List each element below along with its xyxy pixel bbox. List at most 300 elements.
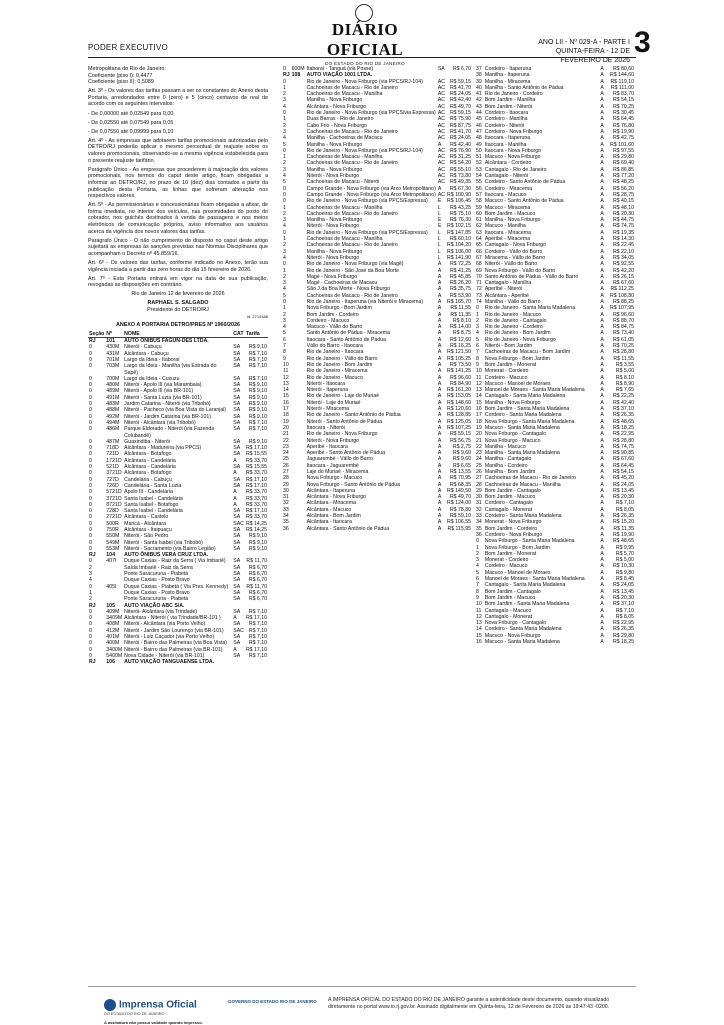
- cell-number: 430M: [106, 344, 120, 351]
- cell-name: Niterói - Itaperuna: [306, 387, 349, 394]
- cell-name: Bom Jardim - Niterói: [484, 103, 533, 110]
- cell-name: Niterói - Santa Isabel (via Tribobó): [124, 539, 203, 546]
- cell-name: Bom Jardim - Macuco: [484, 594, 536, 601]
- edition-number: ANO LII - Nº 029-A - PARTE I: [538, 39, 630, 46]
- cell-tariff: R$ 9,10: [248, 413, 267, 420]
- cell-cat: A: [437, 437, 442, 444]
- cell-number: 409M: [106, 608, 120, 615]
- cell-name: Bom Jardim - Cordeiro: [484, 525, 538, 532]
- cell-name: Manilha - Bom Jardim: [484, 469, 536, 475]
- cell-cat: L: [437, 204, 441, 211]
- cell-name: Macuco - Miracema: [484, 204, 531, 211]
- cell-section: 31: [283, 494, 289, 501]
- cell-section: 12: [476, 380, 482, 387]
- cell-name: Parque Eldorado - Niterói (via Fazenda Colubandê): [124, 426, 215, 439]
- cell-cat: A: [600, 179, 604, 186]
- cell-section: 2: [476, 317, 479, 324]
- cell-section: 0: [89, 375, 92, 382]
- cell-number: 489M: [106, 388, 120, 395]
- cell-name: Niterói - Miracema: [306, 406, 349, 413]
- cell-tariff: R$ 59,15: [449, 78, 471, 85]
- cell-tariff: R$ 55,10: [449, 166, 471, 173]
- cell-tariff: R$ 20,30: [612, 494, 634, 501]
- cell-tariff: R$ 11,35: [613, 525, 634, 532]
- cell-cat: A: [600, 393, 604, 400]
- cell-number: 3721D: [106, 470, 122, 477]
- cell-name: Nova Friburgo - Cantagalo: [484, 431, 546, 438]
- cell-cat: A: [600, 280, 604, 287]
- cell-cat: A: [437, 506, 442, 513]
- cell-name: Cordeiro - Vállo do Barro: [484, 248, 543, 255]
- cell-tariff: R$ 7,10: [248, 640, 267, 647]
- cell-tariff: R$ 106,55: [447, 519, 471, 526]
- cell-cat: L: [437, 254, 441, 261]
- cell-tariff: R$ 9,10: [248, 545, 267, 552]
- cell-tariff: R$ 59,15: [449, 110, 471, 117]
- cell-name: Alcântara - Botafogo: [124, 470, 172, 477]
- cell-section: 71: [476, 280, 482, 287]
- cell-tariff: R$ 72,25: [449, 261, 471, 268]
- cell-name: Alcântara - Itaipuaçu: [124, 526, 172, 533]
- cell-name: Nova Friburgo - Macuco: [306, 475, 363, 482]
- cell-section: 4: [476, 330, 479, 337]
- cell-number: 431M: [106, 350, 120, 357]
- cell-section: 2: [283, 210, 286, 217]
- cell-cat: A: [437, 412, 442, 419]
- cell-name: Alcântara - Miracema: [306, 500, 356, 507]
- cell-name: Alcântara - Itaperuna: [306, 487, 356, 494]
- cell-cat: AC: [437, 179, 446, 186]
- cell-name: Bom Jardim - Cordeiro: [306, 311, 359, 318]
- cell-name: Alcântara - Madureira (via PPCS): [124, 445, 202, 452]
- cell-section: 0: [89, 640, 92, 647]
- cell-tariff: [245, 338, 268, 345]
- cell-tariff: R$ 6,70: [248, 596, 267, 603]
- cell-section: 32: [476, 506, 482, 513]
- cell-tariff: R$ 147,85: [447, 229, 471, 236]
- cell-section: 53: [476, 166, 482, 173]
- cell-cat: L: [437, 242, 441, 249]
- cell-cat: A: [437, 469, 442, 475]
- cell-tariff: R$ 7,10: [248, 426, 267, 433]
- cell-section: 3: [283, 317, 286, 324]
- cell-name: Cantagalo - Monerat: [484, 506, 533, 513]
- cell-cat: A: [600, 110, 604, 117]
- cell-tariff: R$ 49,70: [449, 494, 471, 501]
- cell-tariff: R$ 8,10: [452, 317, 471, 324]
- cell-tariff: R$ 7,10: [248, 652, 267, 659]
- cell-section: 2: [283, 242, 286, 249]
- cell-cat: SAC: [233, 520, 244, 527]
- cell-section: 4: [283, 324, 286, 331]
- cell-tariff: R$ 9,80: [615, 569, 634, 576]
- cell-name: Niterói- Alcântara (via Trindade): [124, 608, 198, 615]
- cell-cat: A: [600, 481, 604, 488]
- table-row: [88, 426, 268, 439]
- cell-section: 0: [89, 558, 92, 565]
- cell-name: Aperibé - Miracema: [484, 236, 531, 243]
- cell-section: 0: [89, 520, 92, 527]
- cell-cat: A: [600, 91, 604, 98]
- cell-section: 8: [476, 355, 479, 362]
- cell-tariff: R$ 76,80: [612, 122, 634, 129]
- paragraph-4: Parágrafo Único - As empresas que procederem à majoração dos valores promocionais, nos termos do caput deste artigo, ficam obrigadas a informar ao DETRO/RJ, no prazo de 10 (dez) dias contados a partir da publicação desta Portaria, as linhas que sofreram alteração nos respectivos valores.: [88, 166, 268, 200]
- cell-section: 18: [476, 418, 482, 425]
- cell-tariff: R$ 54,20: [449, 160, 471, 167]
- cell-section: 23: [476, 450, 482, 457]
- cell-section: 2: [89, 596, 92, 603]
- cell-tariff: R$ 22,25: [612, 393, 634, 400]
- cell-cat: A: [600, 317, 604, 324]
- cell-section: 0: [89, 482, 92, 489]
- cell-cat: AC: [437, 160, 446, 167]
- cell-tariff: R$ 119,10: [610, 78, 634, 85]
- cell-name: Duas Barras - Rio de Janeiro: [306, 116, 374, 123]
- cell-section: 7: [476, 582, 479, 589]
- cell-tariff: R$ 5,00: [615, 368, 634, 375]
- cell-section: 9: [476, 361, 479, 368]
- authenticity-note: A IMPRENSA OFICIAL DO ESTADO DO RIO DE JANEIRO garante a autenticidade deste documento, quando visualizado diretamente no portal www.io.rj.gov.br. Assinado digitalmente em Quinta-feira, 12 de Fevereiro de 2026 às 19:47:43 -0200.: [328, 997, 610, 1010]
- cell-section: 27: [476, 475, 482, 482]
- cell-name: Cachoeiras de Macacu - Manilha: [306, 204, 383, 211]
- cell-tariff: R$ 112,25: [610, 286, 634, 293]
- cell-section: 5: [476, 336, 479, 343]
- cell-tariff: R$ 124,00: [447, 500, 471, 507]
- cell-number: 5400M: [106, 652, 123, 659]
- cell-section: 35: [476, 525, 482, 532]
- cell-cat: A: [600, 374, 604, 381]
- cell-number: 5721D: [106, 489, 122, 496]
- cell-tariff: R$ 24,05: [449, 135, 471, 142]
- place-date: Rio de Janeiro 12 de fevereiro de 2026: [131, 291, 225, 298]
- cell-name: Santa Isabel - Botafogo: [124, 501, 179, 508]
- cell-cat: A: [600, 368, 604, 375]
- cell-section: 0: [476, 538, 479, 545]
- cell-name: Cantagalo - Rio de Janeiro: [484, 166, 547, 173]
- cell-cat: A: [600, 311, 604, 318]
- cell-number: 492M: [106, 413, 120, 420]
- cell-name: Cachoeiras de Macacu - Rio de Janeiro: [306, 292, 398, 299]
- cell-name: Macuco - Manilha: [484, 223, 526, 230]
- cell-name: Ponte Saracuruna - Piabetá: [124, 596, 189, 603]
- cell-section: 45: [476, 116, 482, 123]
- cell-section: 4: [283, 173, 286, 180]
- cell-name: Apolo III - Candelária: [124, 489, 173, 496]
- cell-tariff: R$ 22,10: [612, 248, 634, 255]
- cell-tariff: R$ 8,05: [615, 506, 634, 513]
- cell-name: Bom Jardim - Macuco: [484, 210, 536, 217]
- cell-section: 54: [476, 173, 482, 180]
- cell-cat: A: [600, 273, 604, 280]
- cell-name: Cordeiro - Santa Maria Madalena: [484, 513, 562, 520]
- cell-name: Manilha - Cordeiro: [484, 462, 528, 469]
- cell-cat: A: [600, 626, 604, 633]
- cell-cat: A: [600, 387, 604, 394]
- cell-name: Monerat - Nova Friburgo: [484, 519, 542, 526]
- cell-tariff: R$ 96,60: [449, 374, 471, 381]
- cell-section: 43: [476, 103, 482, 110]
- cell-section: 61: [476, 217, 482, 224]
- cell-section: 39: [476, 78, 482, 85]
- table-row: [282, 179, 472, 185]
- cell-tariff: R$ 73,40: [612, 330, 634, 337]
- cell-name: Niterói - São Pedro: [124, 533, 169, 540]
- cell-cat: A: [437, 500, 442, 507]
- cell-name: Guaxindiba - Niterói: [124, 438, 171, 445]
- cell-tariff: R$ 53,90: [449, 292, 471, 299]
- cell-tariff: R$ 48,10: [612, 204, 634, 211]
- cell-tariff: R$ 7,10: [248, 634, 267, 641]
- cell-section: 1: [283, 236, 286, 243]
- cell-section: 0: [283, 110, 286, 117]
- cell-number: 412M: [106, 627, 120, 634]
- cell-name: Manilha - Nova Friburgo: [306, 97, 363, 104]
- cell-tariff: R$ 67,30: [449, 185, 471, 192]
- cell-tariff: R$ 8,05: [615, 613, 634, 620]
- cell-tariff: R$ 106,45: [447, 198, 471, 205]
- cell-tariff: R$ 9,10: [248, 407, 267, 414]
- header-rule: [88, 57, 636, 58]
- cell-tariff: R$ 42,40: [612, 399, 634, 406]
- cell-section: 0: [89, 464, 92, 471]
- cell-cat: SAC: [233, 627, 244, 634]
- cell-tariff: R$ 9,10: [248, 533, 267, 540]
- cell-section: 18: [283, 412, 289, 419]
- cell-cat: A: [600, 456, 604, 463]
- signer-name: RAPHAEL S. SALGADO: [147, 300, 209, 307]
- cell-number: 703M: [106, 363, 120, 370]
- cell-cat: AC: [437, 128, 446, 135]
- cell-cat: A: [437, 519, 442, 526]
- table-row: [282, 526, 472, 532]
- cell-cat: A: [600, 185, 604, 192]
- cell-name: Niterói - Nova Friburgo: [306, 254, 360, 261]
- cell-number: 106: [106, 659, 115, 666]
- cell-section: 0: [89, 539, 92, 546]
- cell-name: Cantagalo - Macuco: [484, 607, 532, 614]
- cell-section: 21: [476, 437, 482, 444]
- cell-number: 700M: [106, 375, 120, 382]
- cell-section: 4: [283, 103, 286, 110]
- cell-name: Rio de Janeiro - Nova Friburgo: [306, 431, 378, 438]
- cell-cat: A: [437, 267, 442, 274]
- cell-tariff: R$ 20,30: [612, 594, 634, 601]
- cell-cat: A: [600, 361, 604, 368]
- cell-section: 1: [283, 204, 286, 211]
- cell-section: 4: [283, 135, 286, 142]
- cell-tariff: R$ 97,55: [612, 147, 634, 154]
- cell-number: 600M: [291, 66, 305, 72]
- cell-name: Cordeiro - Santa Maria Madalena: [484, 412, 562, 419]
- cell-name: Manilha - Nova Friburgo: [306, 217, 363, 224]
- cell-cat: SA: [233, 571, 241, 578]
- cell-name: AUTO ÔNIBUS FAGUN-DES LTDA.: [124, 338, 209, 345]
- cell-tariff: R$ 17,10: [245, 482, 267, 489]
- cell-number: [291, 526, 306, 532]
- cell-tariff: R$ 88,25: [612, 298, 634, 305]
- cell-name: Alcântara - Cabuçu: [124, 350, 169, 357]
- cell-name: Nova Friburgo - Bom Jardim: [484, 355, 550, 362]
- cell-section: 14: [283, 387, 289, 394]
- cell-cat: A: [600, 191, 604, 198]
- cell-tariff: R$ 26,15: [612, 273, 634, 280]
- cell-name: Largo da Ideia - Manilha (via Estrada do Sapê): [124, 363, 217, 376]
- cell-tariff: R$ 59,10: [449, 513, 471, 520]
- cell-name: Itaboraí - Tanguá (via Posse): [306, 66, 374, 72]
- cell-section: 4: [283, 254, 286, 261]
- cell-name: Niterói - Santo Antônio de Pádua: [306, 418, 383, 425]
- cell-tariff: R$ 2,75: [452, 443, 471, 450]
- cell-tariff: R$ 42,75: [612, 135, 634, 142]
- cell-name: Rio de Janeiro - Laje do Muriaé: [306, 393, 380, 400]
- cell-section: 0: [283, 198, 286, 205]
- cell-tariff: R$ 107,25: [447, 424, 471, 431]
- cell-name: Niterói - Jardim São Lourenço (via BR-101): [124, 627, 224, 634]
- cell-cat: A: [233, 489, 237, 496]
- cell-name: Cordeiro - Itaocara: [484, 110, 529, 117]
- cell-section: 0: [283, 191, 286, 198]
- cell-name: Alcântara - Cordeiro: [484, 160, 532, 167]
- cell-section: 0: [89, 426, 92, 433]
- cell-cat: A: [600, 557, 604, 564]
- table-row: [88, 338, 268, 345]
- cell-tariff: R$ 84,75: [612, 324, 634, 331]
- cell-name: Cachoeiras de Macacu - Bom Jardim: [484, 349, 571, 356]
- cell-cat: A: [437, 298, 442, 305]
- cell-cat: A: [437, 361, 442, 368]
- cell-cat: A: [600, 355, 604, 362]
- cell-name: Nova Friburgo - Santo Antônio de Pádua: [306, 481, 401, 488]
- cell-tariff: R$ 28,80: [612, 437, 634, 444]
- cell-tariff: R$ 48,65: [612, 538, 634, 545]
- cell-cat: A: [437, 355, 442, 362]
- cell-section: RJ: [89, 552, 96, 559]
- cell-section: 34: [283, 513, 289, 520]
- cell-section: 1: [283, 116, 286, 123]
- cell-name: Jaguarembé - Vállo do Barro: [306, 456, 373, 463]
- cell-number: 408M: [106, 621, 120, 628]
- cell-number: 750R: [106, 526, 119, 533]
- cell-section: 0: [89, 451, 92, 458]
- cell-tariff: R$ 115,95: [447, 525, 471, 532]
- cell-name: Cachoeiras de Macacu - Niterói: [306, 179, 380, 186]
- cell-section: RJ: [89, 602, 96, 609]
- cell-section: 0: [89, 476, 92, 483]
- cell-tariff: R$ 9,10: [248, 401, 267, 408]
- cell-section: 56: [476, 185, 482, 192]
- cell-name: Alcântara - Bom Jardim: [306, 513, 361, 520]
- cell-name: Rio de Janeiro - Nova Friburgo (via PPCS/Expressa): [306, 198, 428, 205]
- cell-name: Niterói - Nova Friburgo: [306, 437, 360, 444]
- cell-tariff: R$ 48,65: [612, 418, 634, 425]
- cell-cat: A: [600, 343, 604, 350]
- cell-name: Aperibé - Itaocara: [306, 443, 348, 450]
- cell-name: Cantagalo - Monerat: [484, 613, 533, 620]
- cell-name: Bom Jardim - Monerat: [484, 550, 537, 557]
- column-1: [88, 66, 268, 666]
- cell-name: Cordeiro - Macuco: [484, 374, 528, 381]
- cell-name: Cachoeiras de Macacu - Manilha: [484, 481, 561, 488]
- cell-section: 30: [476, 494, 482, 501]
- cell-tariff: R$ 9,60: [452, 450, 471, 457]
- cell-section: 7: [476, 349, 479, 356]
- cell-name: Manilha - Itaperuna: [484, 72, 530, 79]
- cell-cat: A: [600, 84, 604, 91]
- cell-section: 25: [476, 462, 482, 469]
- cell-tariff: R$ 26,20: [449, 280, 471, 287]
- cell-cat: A: [600, 613, 604, 620]
- cell-name: Rio de Janeiro - Cantagalo: [484, 317, 547, 324]
- range-2: - De 0,02550 até 0,07549 para 0,05: [88, 119, 174, 126]
- table-row: [475, 639, 635, 645]
- masthead-subtitle: DO ESTADO DO RIO DE JANEIRO: [325, 61, 405, 66]
- cell-tariff: R$ 12,60: [449, 336, 471, 343]
- cell-cat: A: [600, 141, 604, 148]
- cell-cat: SA: [233, 382, 241, 389]
- article-7: Art. 7º - Esta Portaria entrará em vigor na data de sua publicação, revogadas as disposições em contrário.: [88, 275, 268, 289]
- cell-section: 0: [89, 438, 92, 445]
- cell-section: 4: [283, 286, 286, 293]
- cell-cat: L: [437, 236, 441, 243]
- cell-section: 5: [283, 292, 286, 299]
- cell-number: 108: [291, 72, 301, 79]
- cell-name: Niterói - Nova Friburgo: [306, 173, 360, 180]
- tariff-table-1: [88, 331, 268, 666]
- cell-section: 2: [89, 564, 92, 571]
- cell-name: Nova Friburgo - Bom Jardim: [306, 305, 372, 312]
- cell-tariff: R$ 13,45: [612, 588, 634, 595]
- cell-section: 0: [89, 382, 92, 389]
- cell-cat: A: [437, 494, 442, 501]
- cell-section: 13: [283, 380, 289, 387]
- cell-tariff: R$ 56,20: [612, 185, 634, 192]
- cell-section: 63: [476, 229, 482, 236]
- cell-cat: A: [437, 456, 442, 463]
- cell-section: 22: [283, 437, 289, 444]
- cell-section: 22: [476, 443, 482, 450]
- cell-name: Macuco - Nova Friburgo: [484, 632, 541, 639]
- cell-name: Vállo do Barro - Itaocara: [306, 343, 363, 350]
- cell-section: 17: [476, 412, 482, 419]
- cell-tariff: R$ 7,10: [248, 621, 267, 628]
- cell-section: 5: [283, 141, 286, 148]
- cell-cat: A: [600, 380, 604, 387]
- cell-name: Campo Grande - Nova Friburgo (via Arco Metropolitano): [306, 185, 436, 192]
- cell-name: Rio de Janeiro - Nova Friburgo (via PPCS/RJ-104): [306, 147, 423, 154]
- cell-cat: A: [437, 292, 442, 299]
- range-3: - De 0,07550 até 0,09999 para 0,10: [88, 128, 174, 135]
- cell-cat: SA: [233, 464, 241, 471]
- cell-tariff: R$ 19,90: [612, 128, 634, 135]
- cell-number: 486M: [106, 426, 120, 433]
- cell-tariff: R$ 78,80: [449, 506, 471, 513]
- cell-name: Niterói - Alcântara (via Tribobó): [124, 419, 196, 426]
- cell-section: 12: [283, 374, 289, 381]
- cell-section: 9: [476, 594, 479, 601]
- cell-cat: A: [600, 563, 604, 570]
- cell-section: 6: [283, 336, 286, 343]
- cell-name: Niterói - Itaocara: [306, 380, 345, 387]
- col-header-section: Seção: [89, 330, 105, 337]
- cell-number: 8721D: [106, 501, 122, 508]
- document-id: Id: 2714486: [246, 313, 268, 319]
- cell-cat: A: [600, 198, 604, 205]
- cell-number: 701M: [106, 356, 120, 363]
- cell-section: 16: [283, 399, 289, 406]
- cell-cat: SA: [233, 445, 241, 452]
- cell-tariff: R$ 88,70: [612, 317, 634, 324]
- cell-name: Rio de Janeiro - Itaocara: [306, 349, 364, 356]
